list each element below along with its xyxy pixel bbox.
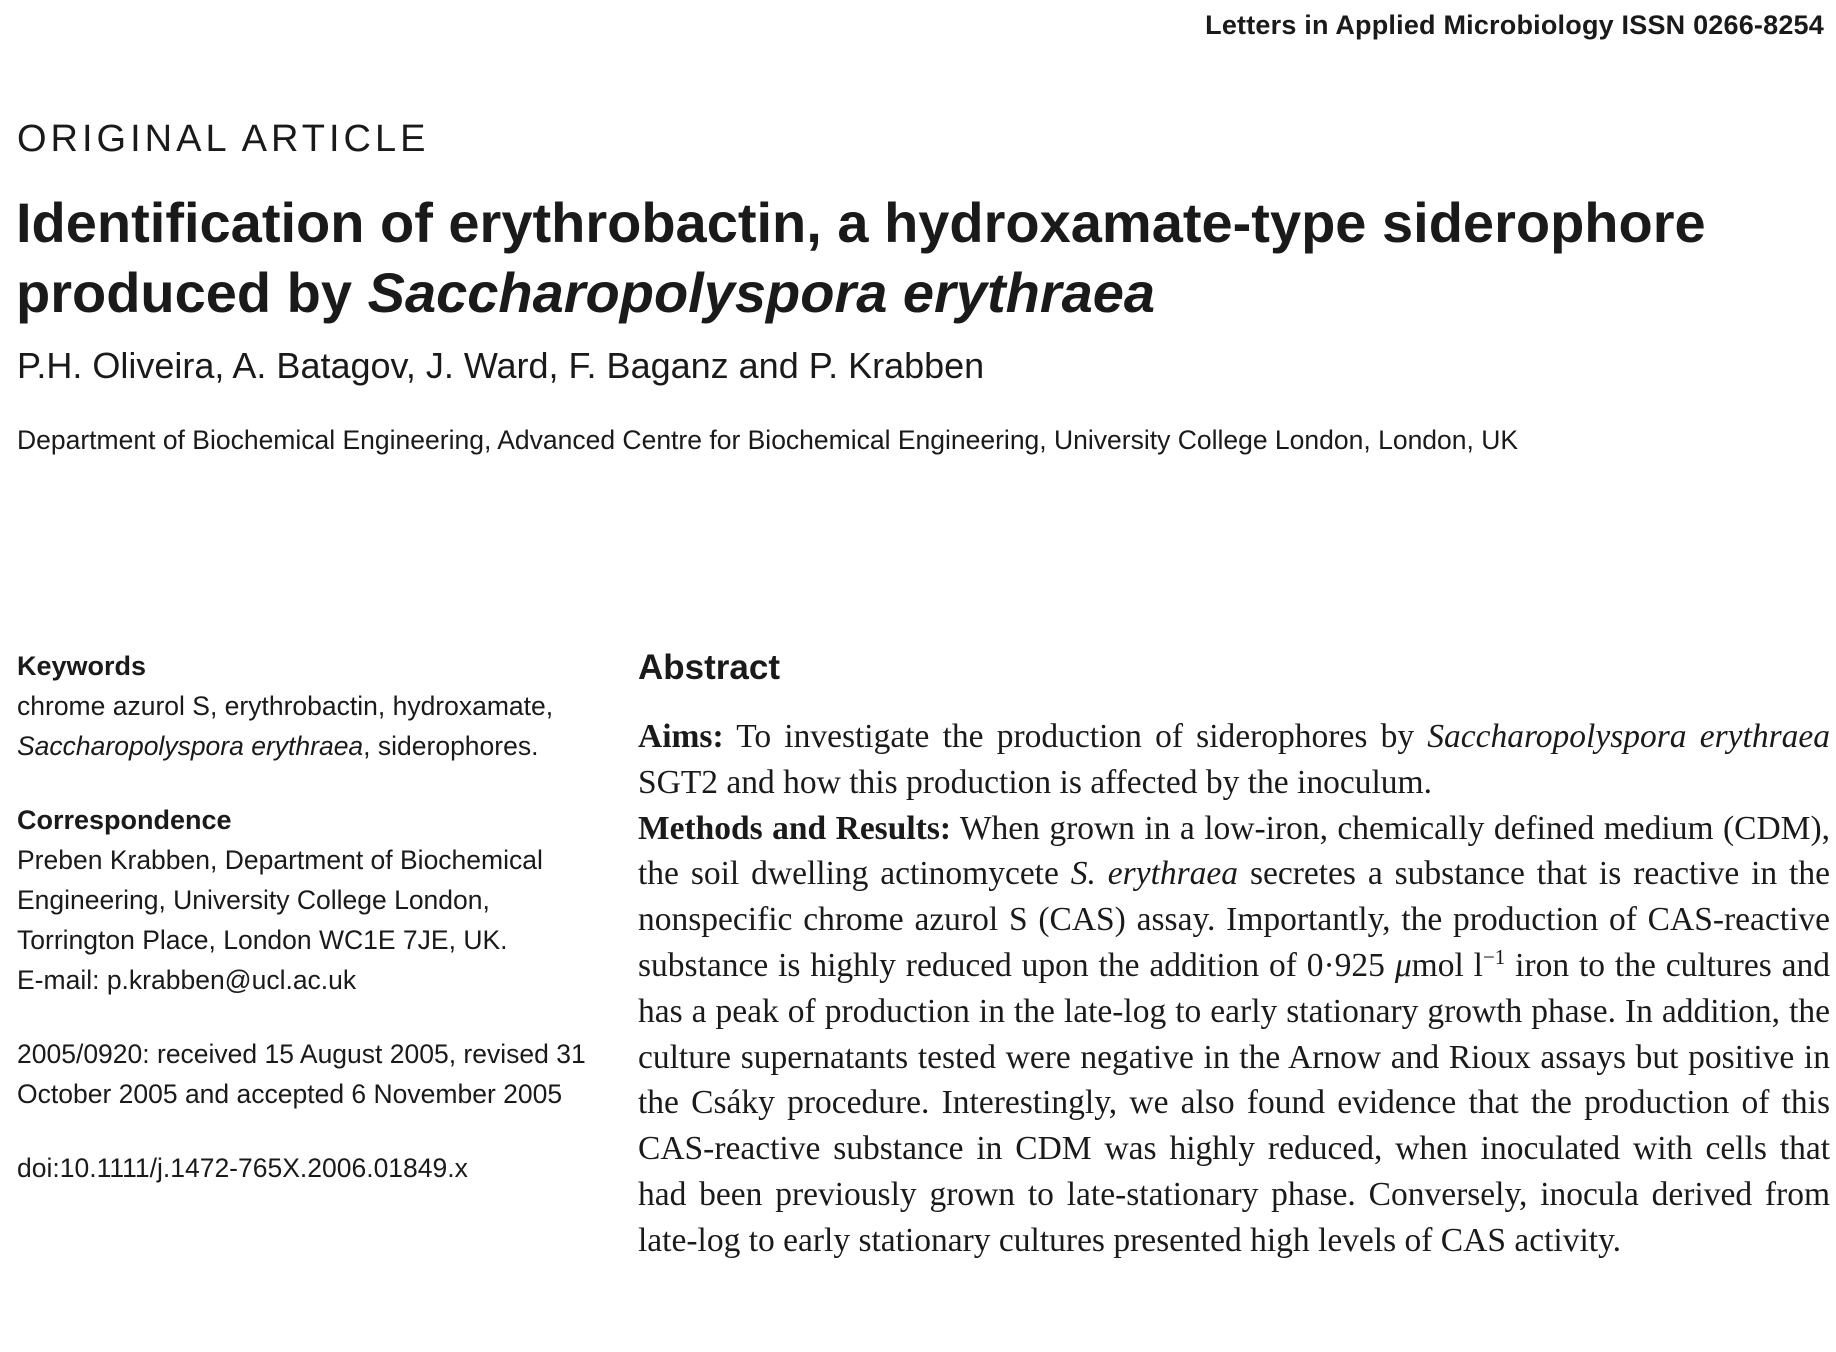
unit-exponent: −1	[1482, 944, 1506, 969]
correspondence-address: Preben Krabben, Department of Biochemical Engineering, University College London, Torrington Place, London WC1E 7JE, UK.	[17, 845, 543, 955]
methods-species: S. erythraea	[1070, 855, 1239, 893]
article-type: ORIGINAL ARTICLE	[17, 118, 430, 160]
aims-label: Aims:	[638, 718, 724, 755]
methods-text3: iron to the cultures and has a peak of production in the late-log to early stationary growth phase. In addition, the culture supernatants tested were negative in the Arnow and Rioux assays but positive in the Csáky procedure. Interestingly, we also found evidence that the production of this CAS-reactive substance in CDM was highly reduced, when inoculated with cells that had been previously grown to late-stationary phase. Conversely, inocula derived from late-log to early stationary cultures presented high levels of CAS activity.	[638, 946, 1830, 1259]
methods-text2: secretes a substance that is reactive in the nonspecific chrome azurol S (CAS) assay. Importantly, the production of CAS-reactive substance is highly reduced upon the addition of 0·925	[638, 855, 1830, 984]
abstract-body	[638, 714, 1830, 1264]
unit-mu: μ	[1394, 946, 1412, 984]
keywords-species: Saccharopolyspora erythraea	[17, 731, 364, 761]
abstract-aims	[638, 714, 1830, 806]
aims-text2: SGT2 and how this production is affected by the inoculum.	[638, 763, 1432, 801]
keywords-part1: chrome azurol S, erythrobactin, hydroxamate,	[17, 691, 554, 721]
keywords-block	[17, 646, 597, 766]
methods-text1: When grown in a low-iron, chemically defined medium (CDM), the soil dwelling actinomycete	[638, 809, 1831, 893]
abstract-heading: Abstract	[638, 648, 780, 687]
keywords-part2: , siderophores.	[363, 731, 539, 761]
unit-rest: mol l	[1411, 946, 1483, 984]
keywords-heading: Keywords	[17, 651, 147, 681]
affiliation: Department of Biochemical Engineering, Advanced Centre for Biochemical Engineering, University College London, London, UK	[17, 425, 1519, 455]
doi-link[interactable]: doi:10.1111/j.1472-765X.2006.01849.x	[17, 1153, 468, 1183]
correspondence-email: E-mail: p.krabben@ucl.ac.uk	[17, 965, 357, 995]
dates-block: 2005/0920: received 15 August 2005, revised 31 October 2005 and accepted 6 November 2005	[17, 1039, 586, 1109]
title-species: Saccharopolyspora erythraea	[367, 261, 1156, 324]
abstract-methods	[638, 806, 1830, 1264]
correspondence-block	[17, 800, 597, 1000]
author-list: P.H. Oliveira, A. Batagov, J. Ward, F. Baganz and P. Krabben	[17, 345, 985, 386]
aims-text1: To investigate the production of siderophores by	[723, 718, 1428, 755]
aims-species: Saccharopolyspora erythraea	[1427, 718, 1830, 755]
title-main: Identification of erythrobactin, a hydroxamate-type siderophore produced by	[16, 191, 1706, 324]
correspondence-heading: Correspondence	[17, 805, 232, 835]
sidebar-info	[17, 646, 597, 1222]
keywords-text	[17, 686, 597, 766]
journal-header: Letters in Applied Microbiology ISSN 0266-8254	[1205, 10, 1824, 40]
methods-label: Methods and Results:	[638, 809, 952, 847]
paper-title	[16, 188, 1776, 328]
